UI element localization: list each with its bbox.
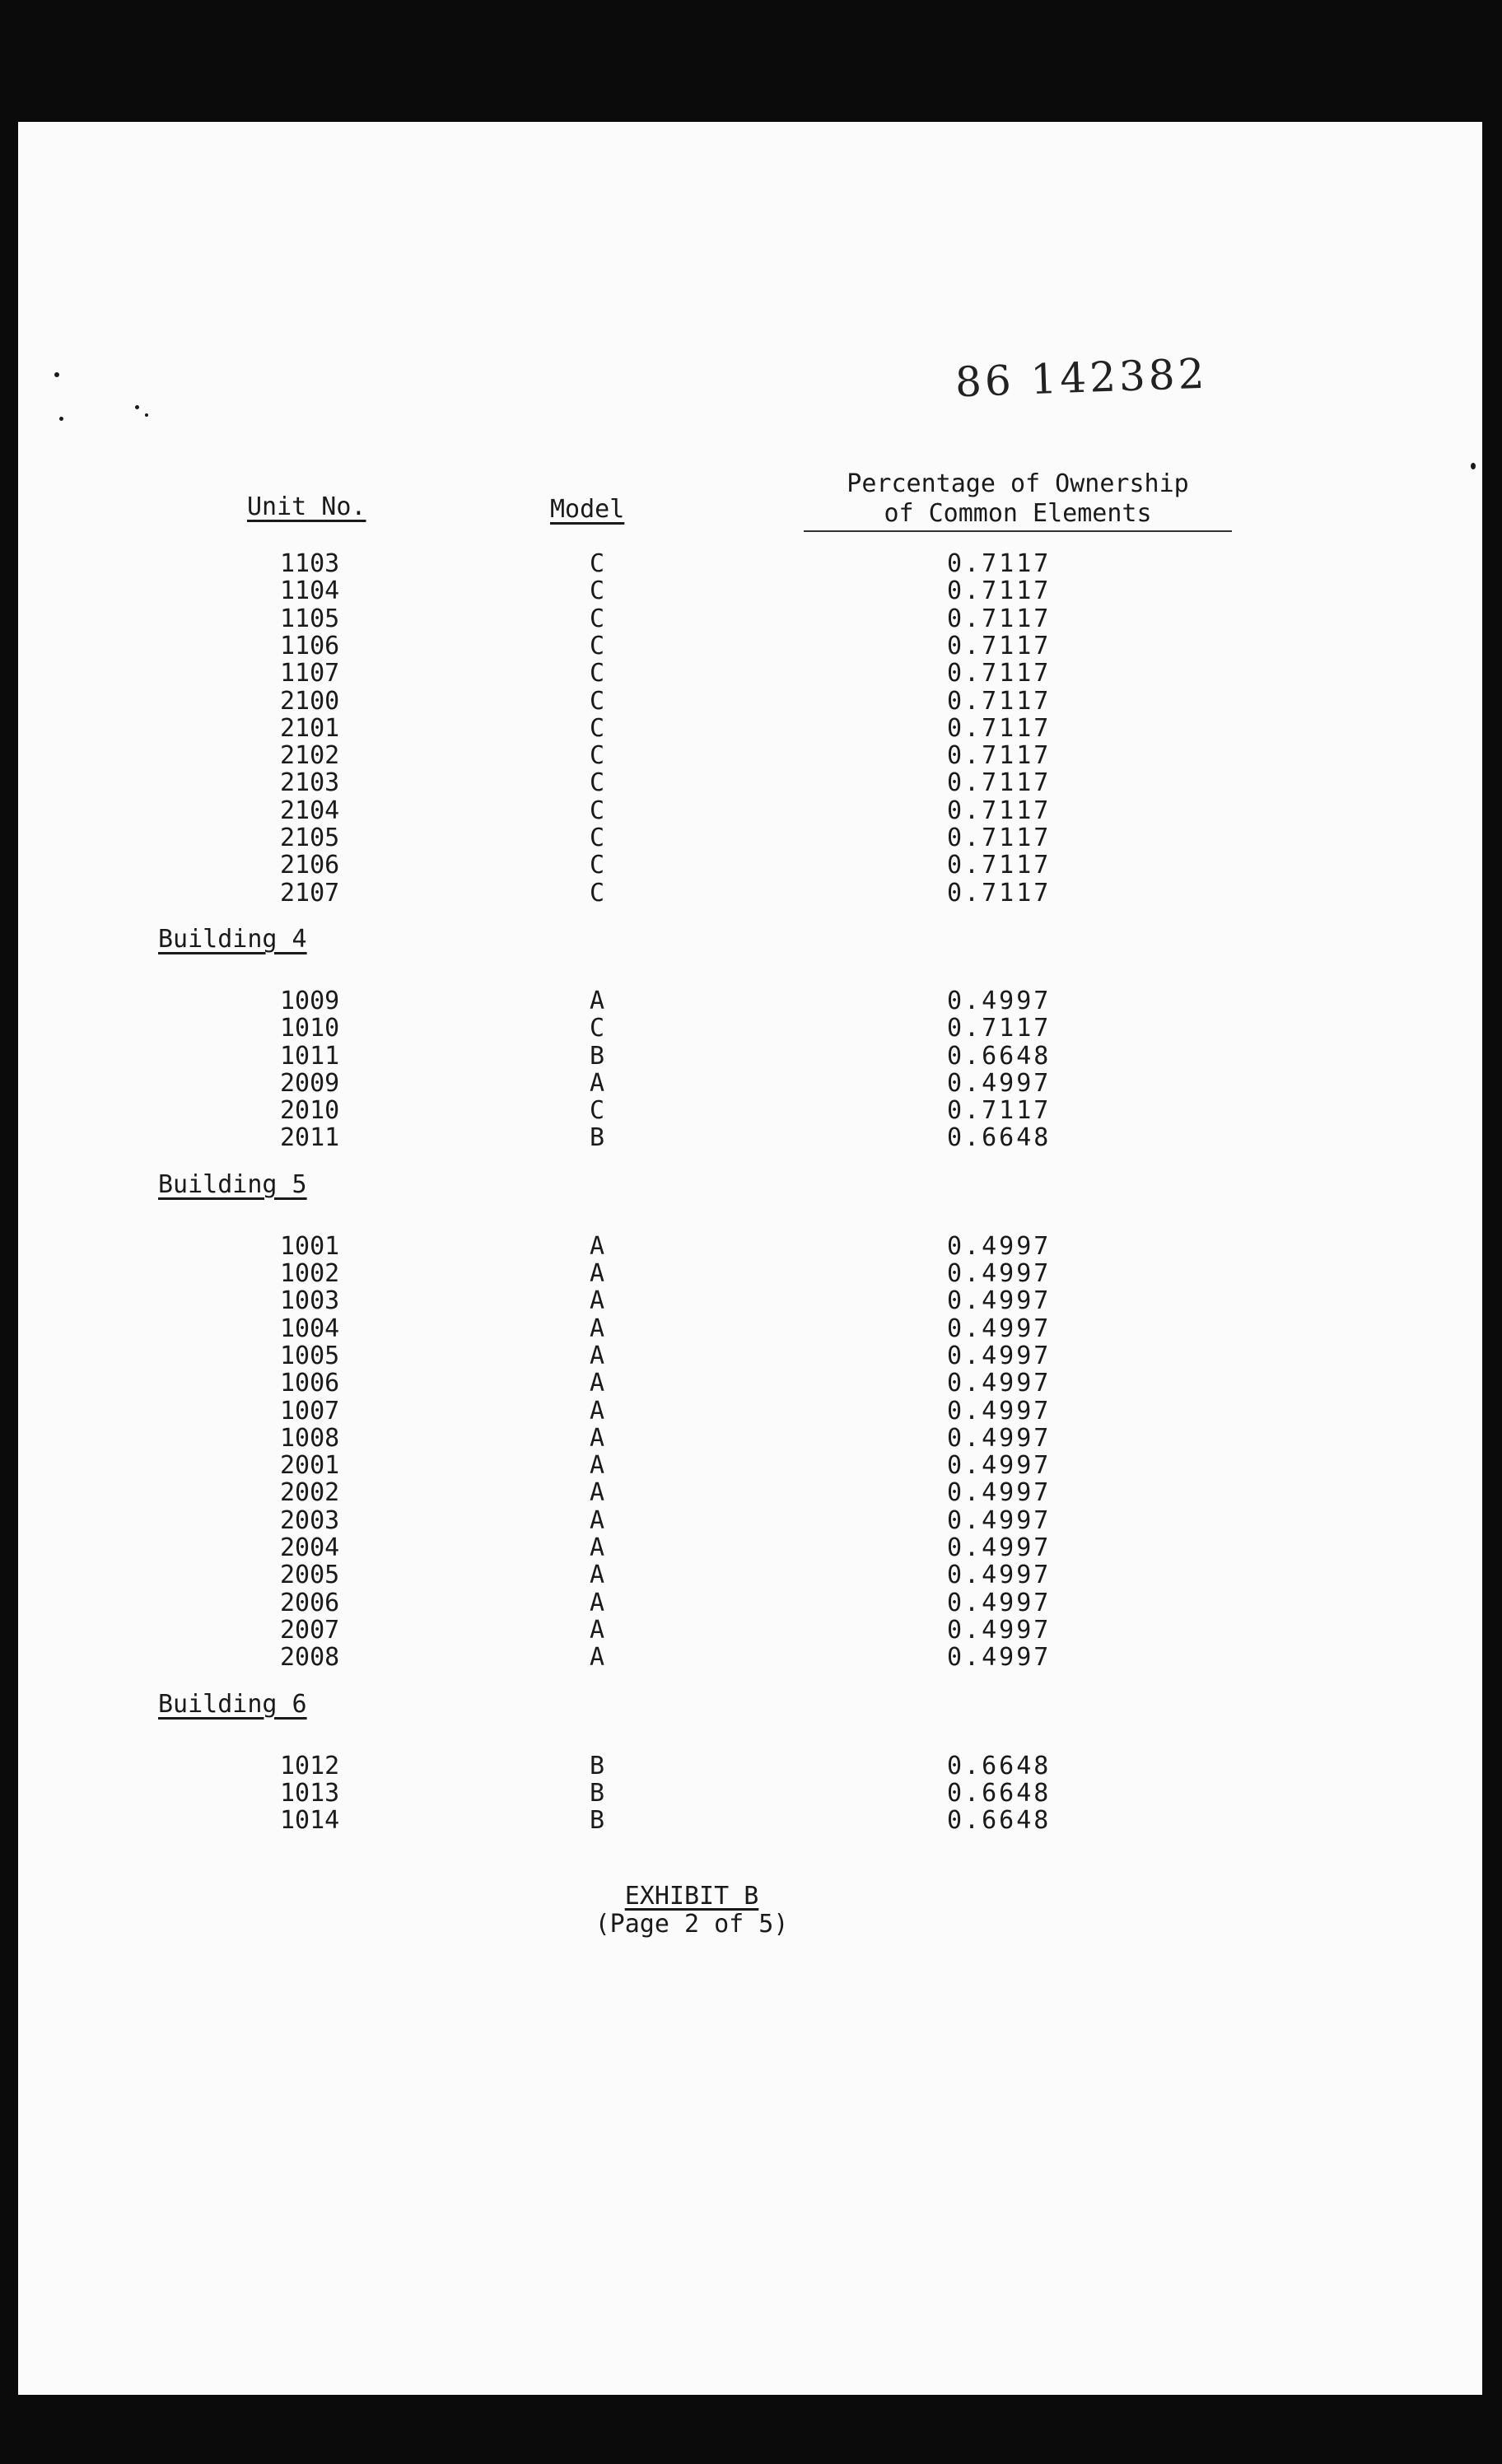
percentage-cell: 0.7117 (947, 576, 1052, 606)
percentage-cell: 0.4997 (947, 1314, 1052, 1343)
unit-number-cell: 1007 (280, 1396, 340, 1426)
percentage-cell: 0.6648 (947, 1123, 1052, 1153)
model-cell: A (589, 1396, 605, 1426)
model-cell: A (589, 1423, 605, 1453)
percentage-cell: 0.4997 (947, 1533, 1052, 1562)
unit-no-header: Unit No. (247, 492, 366, 521)
table-row (280, 1780, 1071, 1807)
table-row (280, 742, 1071, 769)
unit-number-cell: 2104 (280, 796, 340, 825)
model-cell: A (589, 1341, 605, 1370)
table-row (280, 1287, 1071, 1314)
percentage-cell: 0.4997 (947, 1505, 1052, 1535)
table-row (280, 1479, 1071, 1506)
model-cell: C (589, 878, 605, 908)
model-cell: A (589, 1231, 605, 1261)
percentage-cell: 0.6648 (947, 1806, 1052, 1836)
unit-number-cell: 2102 (280, 741, 340, 771)
model-cell: A (589, 1259, 605, 1288)
unit-number-cell: 1004 (280, 1314, 340, 1343)
table-row (280, 1043, 1071, 1070)
scan-speck (59, 417, 63, 421)
model-cell: C (589, 631, 605, 660)
table-row (280, 1015, 1071, 1042)
model-cell: B (589, 1751, 605, 1780)
percentage-header (804, 469, 1232, 532)
percentage-cell: 0.4997 (947, 1588, 1052, 1617)
model-cell: C (589, 576, 605, 606)
percentage-cell: 0.7117 (947, 713, 1052, 743)
unit-number-cell: 2002 (280, 1478, 340, 1508)
percentage-cell: 0.7117 (947, 768, 1052, 798)
unit-number-cell: 2011 (280, 1123, 340, 1153)
unit-number-cell: 2106 (280, 851, 340, 880)
scan-speck (145, 413, 148, 417)
percentage-cell: 0.7117 (947, 796, 1052, 825)
percentage-cell: 0.4997 (947, 1231, 1052, 1261)
table-row (280, 688, 1071, 715)
percentage-header-line1: Percentage of Ownership (847, 469, 1189, 498)
unit-number-cell: 2005 (280, 1561, 340, 1590)
unit-number-cell: 1012 (280, 1751, 340, 1780)
unit-number-cell: 2003 (280, 1505, 340, 1535)
percentage-cell: 0.6648 (947, 1751, 1052, 1780)
unit-number-cell: 1005 (280, 1341, 340, 1370)
percentage-cell: 0.4997 (947, 1561, 1052, 1590)
table-row (280, 1534, 1071, 1561)
unit-number-cell: 1014 (280, 1806, 340, 1836)
table-row (280, 1097, 1071, 1124)
table-row (280, 1342, 1071, 1370)
percentage-cell: 0.7117 (947, 741, 1052, 771)
model-cell: C (589, 549, 605, 578)
unit-number-cell: 1106 (280, 631, 340, 660)
model-cell: A (589, 1451, 605, 1481)
table-row (280, 1425, 1071, 1452)
percentage-cell: 0.4997 (947, 1068, 1052, 1098)
percentage-cell: 0.4997 (947, 1259, 1052, 1288)
percentage-cell: 0.4997 (947, 1615, 1052, 1645)
table-row (280, 1752, 1071, 1780)
percentage-cell: 0.7117 (947, 631, 1052, 660)
model-cell: A (589, 1561, 605, 1590)
table-row (280, 852, 1071, 879)
table-row (280, 550, 1071, 577)
unit-number-cell: 2105 (280, 824, 340, 852)
percentage-cell: 0.4997 (947, 1369, 1052, 1398)
exhibit-label: EXHIBIT B (624, 1882, 759, 1911)
table-row (280, 715, 1071, 742)
table-row (280, 1561, 1071, 1589)
table-row (280, 577, 1071, 604)
model-cell: A (589, 1286, 605, 1316)
unit-number-cell: 2010 (280, 1096, 340, 1126)
percentage-cell: 0.7117 (947, 604, 1052, 633)
percentage-cell: 0.4997 (947, 986, 1052, 1015)
document-number-stamp: 86 142382 (954, 349, 1209, 407)
unit-number-cell: 1001 (280, 1231, 340, 1261)
unit-number-cell: 1105 (280, 604, 340, 633)
table-row (280, 660, 1071, 687)
percentage-cell: 0.6648 (947, 1041, 1052, 1071)
table-row (280, 769, 1071, 796)
percentage-cell: 0.7117 (947, 549, 1052, 578)
percentage-cell: 0.6648 (947, 1778, 1052, 1808)
model-header: Model (550, 495, 625, 524)
model-cell: C (589, 1014, 605, 1043)
model-cell: B (589, 1778, 605, 1808)
unit-number-cell: 2107 (280, 878, 340, 908)
model-cell: A (589, 1478, 605, 1508)
model-cell: A (589, 986, 605, 1015)
model-cell: C (589, 686, 605, 716)
percentage-cell: 0.7117 (947, 878, 1052, 908)
percentage-cell: 0.7117 (947, 1014, 1052, 1043)
percentage-cell: 0.4997 (947, 1286, 1052, 1316)
table-row (280, 605, 1071, 632)
table-row (280, 987, 1071, 1015)
exhibit-footer (576, 1883, 807, 1939)
scan-speck (1471, 463, 1476, 469)
unit-number-cell: 1006 (280, 1369, 340, 1398)
building-heading: Building 4 (158, 924, 307, 954)
percentage-cell: 0.4997 (947, 1451, 1052, 1481)
percentage-cell: 0.7117 (947, 686, 1052, 716)
model-cell: C (589, 796, 605, 825)
unit-number-cell: 1010 (280, 1014, 340, 1043)
building-heading: Building 6 (158, 1689, 307, 1719)
table-row (280, 1315, 1071, 1342)
percentage-cell: 0.7117 (947, 1096, 1052, 1126)
model-cell: C (589, 768, 605, 798)
model-cell: C (589, 851, 605, 880)
table-row (280, 1807, 1071, 1834)
model-cell: C (589, 713, 605, 743)
building-heading: Building 5 (158, 1169, 307, 1199)
unit-number-cell: 1003 (280, 1286, 340, 1316)
model-cell: A (589, 1369, 605, 1398)
unit-number-cell: 2004 (280, 1533, 340, 1562)
table-row (280, 632, 1071, 660)
model-cell: A (589, 1505, 605, 1535)
table-row (280, 1452, 1071, 1479)
percentage-cell: 0.4997 (947, 1396, 1052, 1426)
percentage-header-line2: of Common Elements (884, 499, 1152, 528)
unit-number-cell: 1009 (280, 986, 340, 1015)
table-row (280, 1617, 1071, 1644)
model-cell: A (589, 1588, 605, 1617)
model-cell: A (589, 1314, 605, 1343)
model-cell: C (589, 1096, 605, 1126)
table-row (280, 1589, 1071, 1617)
percentage-cell: 0.4997 (947, 1423, 1052, 1453)
table-row (280, 824, 1071, 852)
unit-number-cell: 1107 (280, 659, 340, 688)
model-cell: C (589, 741, 605, 771)
model-cell: A (589, 1533, 605, 1562)
scan-speck (135, 405, 139, 409)
table-row (280, 880, 1071, 907)
table-row (280, 1370, 1071, 1397)
model-cell: B (589, 1806, 605, 1836)
percentage-cell: 0.4997 (947, 1341, 1052, 1370)
percentage-cell: 0.7117 (947, 824, 1052, 852)
percentage-cell: 0.7117 (947, 659, 1052, 688)
unit-number-cell: 1013 (280, 1778, 340, 1808)
model-cell: C (589, 659, 605, 688)
unit-number-cell: 2100 (280, 686, 340, 716)
table-row (280, 1070, 1071, 1097)
unit-number-cell: 1002 (280, 1259, 340, 1288)
page-indicator: (Page 2 of 5) (595, 1910, 789, 1939)
unit-number-cell: 1011 (280, 1041, 340, 1071)
percentage-cell: 0.4997 (947, 1643, 1052, 1673)
unit-number-cell: 2006 (280, 1588, 340, 1617)
unit-number-cell: 2008 (280, 1643, 340, 1673)
table-row (280, 1398, 1071, 1425)
unit-number-cell: 2007 (280, 1615, 340, 1645)
unit-number-cell: 2101 (280, 713, 340, 743)
unit-number-cell: 1104 (280, 576, 340, 606)
table-row (280, 1233, 1071, 1260)
unit-number-cell: 2103 (280, 768, 340, 798)
unit-number-cell: 2001 (280, 1451, 340, 1481)
model-cell: C (589, 604, 605, 633)
model-cell: C (589, 824, 605, 852)
unit-number-cell: 1103 (280, 549, 340, 578)
model-cell: B (589, 1123, 605, 1153)
percentage-cell: 0.7117 (947, 851, 1052, 880)
table-row (280, 1644, 1071, 1671)
unit-number-cell: 1008 (280, 1423, 340, 1453)
scan-speck (54, 372, 59, 377)
model-cell: A (589, 1615, 605, 1645)
model-cell: A (589, 1643, 605, 1673)
table-row (280, 797, 1071, 824)
table-row (280, 1507, 1071, 1534)
unit-number-cell: 2009 (280, 1068, 340, 1098)
percentage-cell: 0.4997 (947, 1478, 1052, 1508)
model-cell: A (589, 1068, 605, 1098)
table-row (280, 1260, 1071, 1287)
model-cell: B (589, 1041, 605, 1071)
table-row (280, 1124, 1071, 1151)
